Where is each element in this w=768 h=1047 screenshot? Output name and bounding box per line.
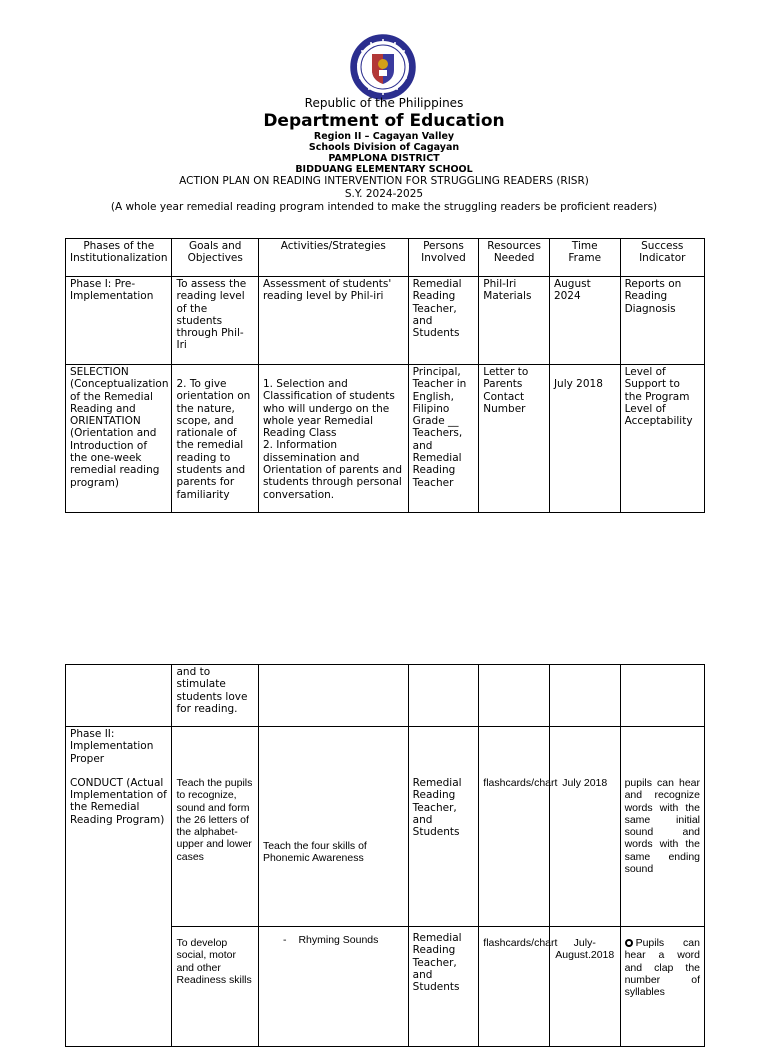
cell-resources: Letter to Parents Contact Number	[479, 365, 550, 513]
cell-resources	[479, 665, 550, 727]
cell-activity	[258, 727, 408, 927]
cell-phase: SELECTION (Conceptualization of the Remedial Reading and ORIENTATION (Orientation and Introduction of the one-week remedial reading program)	[66, 365, 172, 513]
col-activities: Activities/Strategies	[258, 239, 408, 277]
action-plan-table-1	[65, 238, 705, 513]
indicator-text: Pupils can hear a word and clap the number of syllables	[624, 937, 700, 999]
school-year: S.Y. 2024-2025	[344, 188, 424, 200]
time-text: July-August.2018	[555, 937, 615, 962]
table-header-row	[66, 239, 705, 277]
resources-text: flashcards/chart	[483, 937, 558, 949]
department-heading: Department of Education	[263, 111, 505, 131]
region-line: Region II – Cagayan Valley	[313, 131, 455, 142]
cell-goal: To assess the reading level of the students through Phil-Iri	[172, 277, 258, 365]
district-line: PAMPLONA DISTRICT	[328, 153, 440, 164]
circle-bullet-icon	[625, 939, 633, 947]
goal-text: Teach the pupils to recognize, sound and form the 26 letters of the alphabet-upper and lower cases	[176, 777, 253, 863]
cell-indicator	[620, 727, 704, 927]
time-text: July 2018	[562, 777, 608, 789]
plan-title: ACTION PLAN ON READING INTERVENTION FOR STRUGGLING READERS (RISR)	[179, 175, 589, 187]
cell-time	[549, 927, 620, 1047]
activity-step-2: 2. Information dissemination and Orientation of parents and students through personal conversation.	[262, 439, 402, 501]
phase-title: Phase II: Implementation Proper	[70, 728, 154, 765]
activity-text: Rhyming Sounds	[298, 934, 379, 946]
cell-activity: Assessment of students' reading level by Phil-iri	[258, 277, 408, 365]
resources-text: flashcards/chart	[483, 777, 558, 789]
cell-resources: Phil-Iri Materials	[479, 277, 550, 365]
col-indicator: Success Indicator	[620, 239, 704, 277]
dash-bullet: -	[282, 934, 287, 946]
cell-indicator	[620, 927, 704, 1047]
cell-activity	[258, 365, 408, 513]
action-plan-table-2	[65, 664, 705, 1047]
activity-step-1: 1. Selection and Classification of students who will undergo on the whole year Remedial Reading Class	[262, 378, 395, 440]
table-row	[66, 665, 705, 727]
cell-indicator: Reports on Reading Diagnosis	[620, 277, 704, 365]
activity-text: Teach the four skills of Phonemic Awareness	[262, 840, 367, 865]
persons-text: Remedial Reading Teacher, and Students	[412, 777, 462, 839]
cell-phase	[66, 727, 172, 927]
cell-resources	[479, 927, 558, 1047]
cell-persons	[408, 727, 479, 927]
cell-time	[549, 727, 620, 927]
cell-goal	[172, 927, 258, 1047]
cell-goal	[172, 365, 258, 513]
cell-time	[549, 665, 620, 727]
persons-text: Remedial Reading Teacher, and Students	[412, 932, 462, 994]
table-row	[66, 727, 705, 927]
cell-phase: Phase I: Pre-Implementation	[66, 277, 172, 365]
table-row	[66, 927, 705, 1047]
cell-persons: Principal, Teacher in English, Filipino Grade __ Teachers, and Remedial Reading Teacher	[408, 365, 479, 513]
col-goals: Goals and Objectives	[172, 239, 258, 277]
cell-persons	[408, 665, 479, 727]
cell-goal: and to stimulate students love for reading.	[172, 665, 258, 727]
cell-activity	[258, 927, 408, 1047]
republic-heading: Republic of the Philippines	[304, 96, 464, 110]
col-time: Time Frame	[549, 239, 620, 277]
table-row	[66, 365, 705, 513]
cell-activity	[258, 665, 408, 727]
phase-desc: CONDUCT (Actual Implementation of the Remedial Reading Program)	[70, 776, 167, 826]
school-line: BIDDUANG ELEMENTARY SCHOOL	[295, 164, 473, 175]
cell-phase	[66, 665, 172, 727]
cell-indicator	[620, 665, 704, 727]
col-persons: Persons Involved	[408, 239, 479, 277]
cell-time: August 2024	[549, 277, 620, 365]
division-line: Schools Division of Cagayan	[308, 142, 460, 153]
cell-indicator: Level of Support to the Program Level of Acceptability	[620, 365, 704, 513]
indicator-text: pupils can hear and recognize words with the same initial sound and words with the same ending sound	[624, 777, 700, 876]
table-row	[66, 277, 705, 365]
time-text: July 2018	[553, 378, 603, 390]
cell-resources	[479, 727, 558, 927]
cell-time	[549, 365, 620, 513]
cell-persons: Remedial Reading Teacher, and Students	[408, 277, 479, 365]
goal-text: To develop social, motor and other Readiness skills	[176, 937, 252, 986]
col-resources: Resources Needed	[479, 239, 550, 277]
program-note: (A whole year remedial reading program intended to make the struggling readers be proficient readers)	[110, 201, 658, 213]
goal-text: 2. To give orientation on the nature, scope, and rationale of the remedial reading to students and parents for familiarity	[176, 378, 251, 501]
cell-phase	[66, 927, 172, 1047]
cell-goal	[172, 727, 258, 927]
deped-seal-logo	[350, 34, 416, 100]
cell-persons	[408, 927, 479, 1047]
col-phases: Phases of the Institutionalization	[66, 239, 172, 277]
